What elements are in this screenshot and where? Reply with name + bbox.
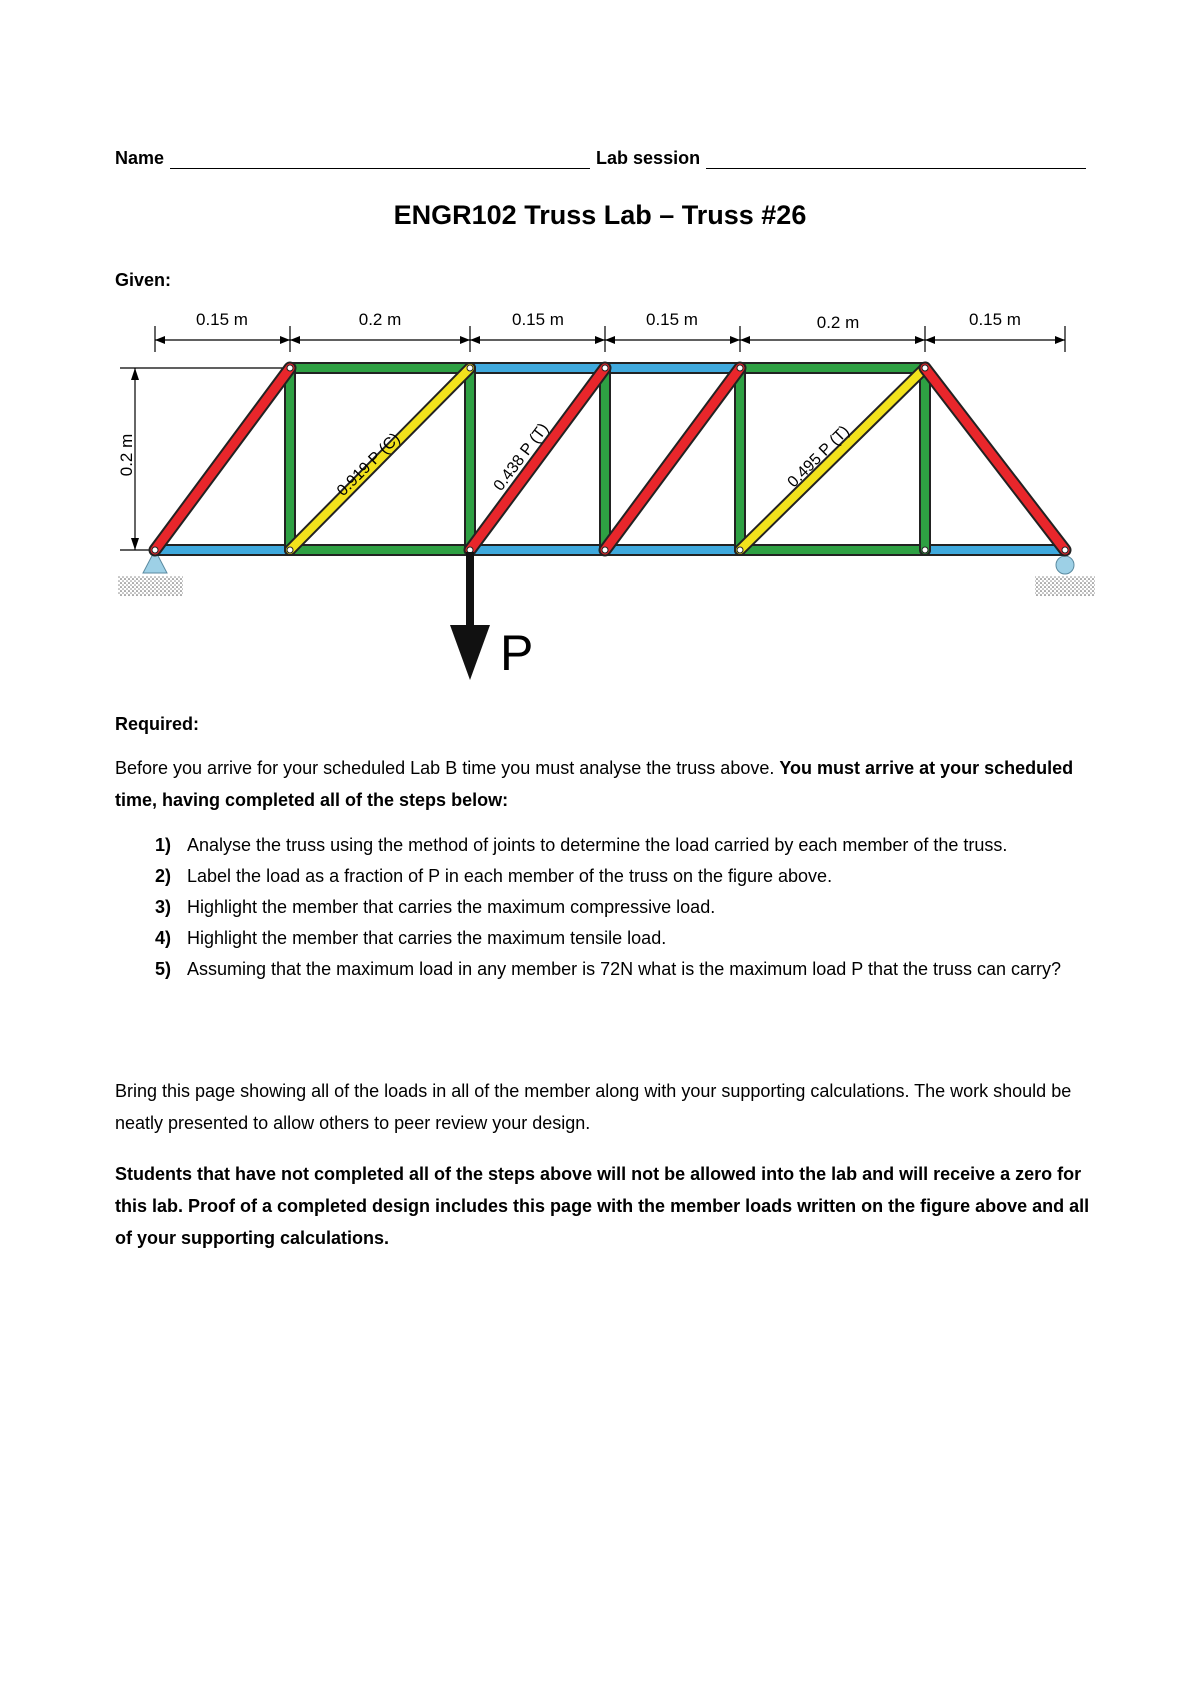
name-field[interactable] — [170, 150, 590, 169]
page-title: ENGR102 Truss Lab – Truss #26 — [393, 200, 807, 230]
lab-session-field[interactable] — [706, 150, 1086, 169]
height-label: 0.2 m — [117, 433, 136, 477]
span-label-5: 0.2 m — [816, 313, 860, 332]
span-label-6: 0.15 m — [969, 310, 1021, 329]
list-item: 4) Highlight the member that carries the maximum tensile load. — [155, 928, 667, 948]
list-item: 2) Label the load as a fraction of P in each member of the truss on the figure above. — [155, 866, 833, 886]
list-item: 1) Analyse the truss using the method of joints to determine the load carried by each member of the truss. — [155, 835, 1008, 855]
span-label-3: 0.15 m — [512, 310, 564, 329]
name-label: Name — [115, 148, 165, 168]
truss-members — [155, 368, 1065, 550]
required-heading: Required: — [115, 714, 200, 734]
list-item: 3) Highlight the member that carries the maximum compressive load. — [155, 897, 716, 917]
span-label-1: 0.15 m — [196, 310, 248, 329]
bring-paragraph: Bring this page showing all of the loads in all of the member along with your supporting calculations. The work should be neatly presented to allow others to peer review your design. — [115, 1081, 1072, 1133]
given-heading: Given: — [115, 270, 172, 290]
span-arrowheads — [155, 336, 1065, 344]
roller-support — [1056, 556, 1074, 574]
truss-figure — [0, 290, 1200, 690]
list-item: 5) Assuming that the maximum load in any member is 72N what is the maximum load P that the truss can carry? — [155, 959, 1062, 979]
header-line — [115, 148, 1092, 169]
load-arrow — [450, 552, 490, 680]
session-label: Lab session — [596, 148, 701, 168]
member-label-3: 0.495 P (T) — [784, 422, 854, 492]
load-label: P — [500, 625, 534, 681]
ground-right — [1035, 576, 1095, 596]
span-label-2: 0.2 m — [358, 310, 402, 329]
member-label-2: 0.438 P (T) — [490, 420, 553, 495]
ground-left — [118, 576, 183, 596]
steps-list — [155, 830, 1095, 985]
warning-paragraph: Students that have not completed all of the steps above will not be allowed into the lab and will receive a zero for this lab. Proof of a completed design includes this page with the member loads written on the figure above and all of your supporting calculations. — [115, 1164, 1090, 1248]
required-intro — [115, 752, 1095, 816]
intro-plain: Before you arrive for your scheduled Lab B time you must analyse the truss above. — [115, 758, 775, 778]
intro-bold: You must arrive at your scheduled time, having completed all of the steps below: — [115, 758, 1074, 810]
member-label-1: 0.919 P (C) — [333, 429, 404, 500]
span-label-4: 0.15 m — [646, 310, 698, 329]
